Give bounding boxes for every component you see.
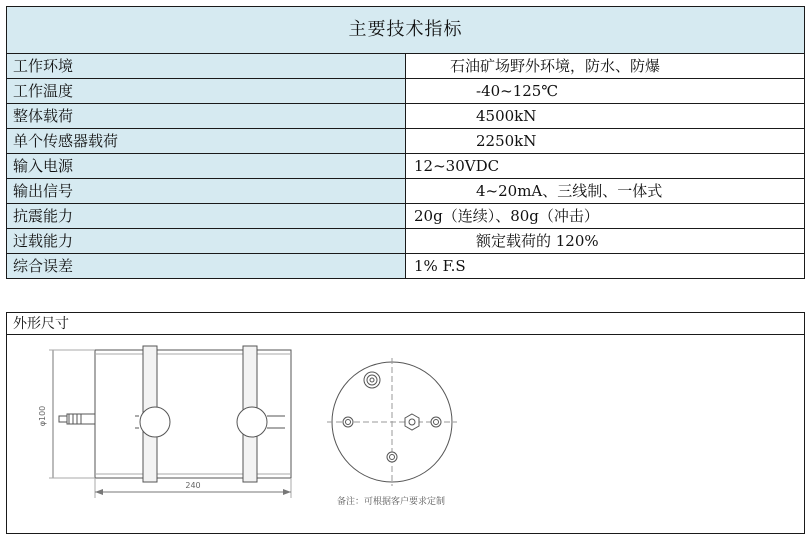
table-row xyxy=(7,104,805,129)
row-value: 4500kN xyxy=(406,104,805,129)
row-label: 输入电源 xyxy=(7,154,406,179)
dimensions-panel xyxy=(6,312,805,534)
row-value: 2250kN xyxy=(406,129,805,154)
table-row xyxy=(7,179,805,204)
bolt-icon xyxy=(387,452,397,462)
row-value: 12~30VDC xyxy=(406,154,805,179)
length-dimension-label: 240 xyxy=(185,481,201,490)
row-label: 整体载荷 xyxy=(7,104,406,129)
table-row xyxy=(7,154,805,179)
spec-table xyxy=(6,6,805,279)
nut-icon xyxy=(405,414,419,430)
drawing-note: 备注：可根据客户要求定制 xyxy=(337,497,446,507)
table-title: 主要技术指标 xyxy=(7,7,805,54)
table-title-row xyxy=(7,7,805,54)
row-value: -40~125℃ xyxy=(406,79,805,104)
pin-hole xyxy=(237,407,267,437)
dimension-drawing xyxy=(7,336,804,532)
row-label: 单个传感器载荷 xyxy=(7,129,406,154)
table-row xyxy=(7,229,805,254)
table-row xyxy=(7,79,805,104)
row-value: 20g（连续）、80g（冲击） xyxy=(406,204,805,229)
row-label: 输出信号 xyxy=(7,179,406,204)
row-label: 综合误差 xyxy=(7,254,406,279)
dimensions-title: 外形尺寸 xyxy=(7,313,804,335)
pin-hole xyxy=(140,407,170,437)
table-row xyxy=(7,204,805,229)
row-label: 抗震能力 xyxy=(7,204,406,229)
row-label: 工作温度 xyxy=(7,79,406,104)
row-value: 额定载荷的 120% xyxy=(406,229,805,254)
table-row xyxy=(7,129,805,154)
row-label: 工作环境 xyxy=(7,54,406,79)
table-row xyxy=(7,54,805,79)
row-value: 石油矿场野外环境，防水、防爆 xyxy=(406,54,805,79)
row-label: 过载能力 xyxy=(7,229,406,254)
row-value: 4~20mA、三线制、一体式 xyxy=(406,179,805,204)
row-value: 1% F.S xyxy=(406,254,805,279)
height-dimension-label: φ100 xyxy=(38,405,47,427)
bolt-icon xyxy=(343,417,353,427)
end-view xyxy=(327,358,457,486)
side-view xyxy=(49,346,291,498)
bolt-icon xyxy=(431,417,441,427)
table-row xyxy=(7,254,805,279)
cable-gland-icon xyxy=(364,372,380,388)
